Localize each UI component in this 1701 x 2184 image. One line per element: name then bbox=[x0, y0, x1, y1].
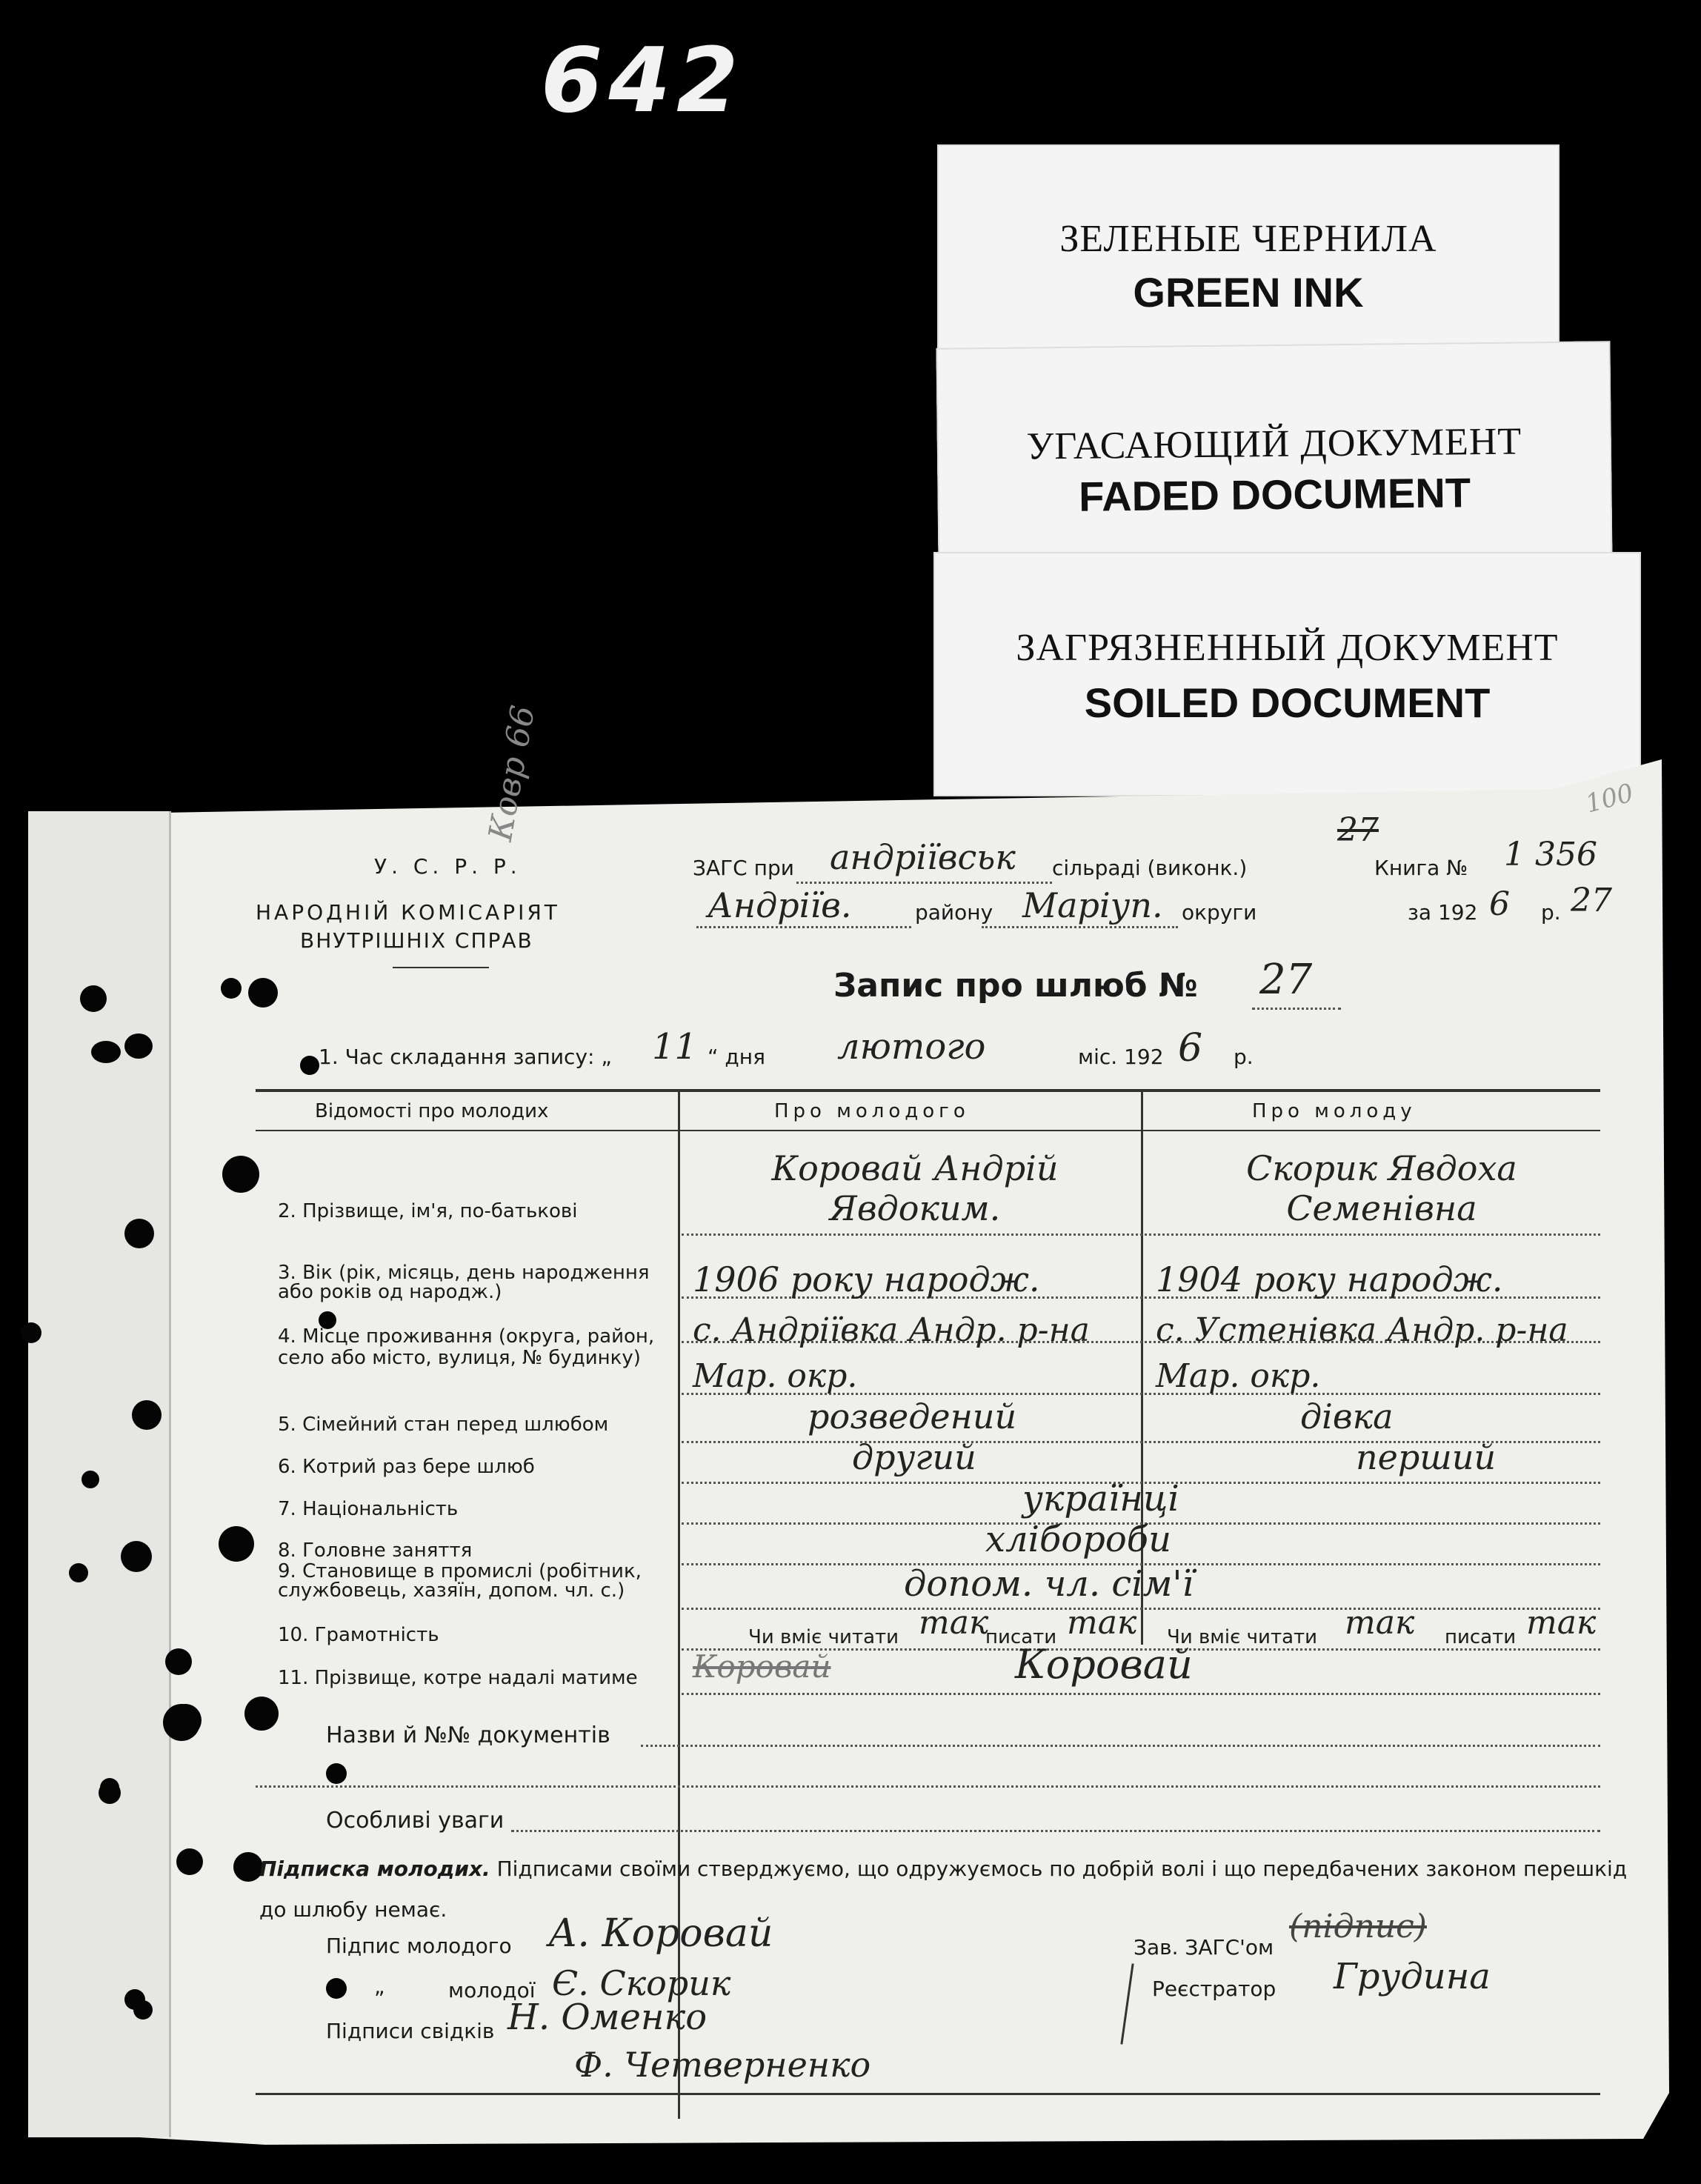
date-day: 11 bbox=[652, 1026, 698, 1068]
groom-write-label: писати bbox=[985, 1626, 1057, 1648]
witness-2-signature: Ф. Четверненко bbox=[574, 2045, 871, 2085]
book-crossed-number: 27 bbox=[1337, 811, 1379, 849]
witness-label: Підписи свідків bbox=[326, 2019, 495, 2043]
ministry-line1: НАРОДНІЙ КОМІСАРІЯТ bbox=[256, 900, 560, 925]
book-label: Книга № bbox=[1374, 856, 1468, 880]
bride-signature-prefix: „ bbox=[374, 1974, 385, 1999]
row-text: Місце проживання (округа, район, село або місто, вулиця, № будинку) bbox=[278, 1325, 655, 1369]
bride-signature-label: молодої bbox=[448, 1978, 536, 2002]
date-day-label: “ дня bbox=[708, 1045, 765, 1069]
date-label: 1. Час складання запису: „ bbox=[319, 1045, 612, 1069]
row-text: Головне заняття bbox=[302, 1539, 473, 1562]
row-text: Прізвище, ім'я, по-батькові bbox=[302, 1200, 578, 1222]
bride-signature: Є. Скорик bbox=[552, 1963, 731, 2003]
bride-read-value: так bbox=[1345, 1604, 1415, 1642]
groom-signature-label: Підпис молодого bbox=[326, 1934, 512, 1958]
raion-label: району bbox=[915, 900, 993, 925]
row-num: 6. bbox=[278, 1456, 296, 1478]
row-label-future-surname bbox=[278, 1667, 638, 1689]
row-label-residence bbox=[278, 1326, 667, 1369]
groom-read-label: Чи вміє читати bbox=[748, 1626, 899, 1648]
bride-birth: 1904 року народж. bbox=[1156, 1259, 1503, 1299]
row-text: Становище в промислі (робітник, службовець, хазяїн, допом. чл. с.) bbox=[278, 1560, 642, 1602]
year-suffix: р. bbox=[1541, 900, 1561, 925]
ministry-line2: ВНУТРІШНІХ СПРАВ bbox=[300, 928, 533, 953]
label-soiled-document bbox=[933, 552, 1641, 796]
date-year: 6 bbox=[1178, 1026, 1203, 1071]
row-label-occupation bbox=[278, 1539, 472, 1562]
bride-full-name: Скорик Явдоха Семенівна bbox=[1246, 1148, 1517, 1228]
col-header-bride: Про молоду bbox=[1252, 1100, 1417, 1122]
date-month: лютого bbox=[837, 1026, 986, 1068]
label-green-ink bbox=[937, 144, 1559, 367]
date-month-label: міс. 192 bbox=[1078, 1045, 1164, 1069]
corner-note: 100 bbox=[1582, 778, 1637, 819]
row-num: 5. bbox=[278, 1414, 296, 1436]
bride-read-label: Чи вміє читати bbox=[1167, 1626, 1318, 1648]
row-label-name bbox=[278, 1200, 648, 1222]
ussr-heading: У. С. Р. Р. bbox=[374, 854, 522, 879]
margin-note: Ковр 66 bbox=[482, 702, 543, 844]
year-label: за 192 bbox=[1408, 900, 1478, 925]
row-label-marital-status bbox=[278, 1414, 608, 1436]
col-header-groom: Про молодого bbox=[774, 1100, 970, 1122]
row-num: 2. bbox=[278, 1200, 296, 1222]
record-title: Запис про шлюб № bbox=[833, 967, 1198, 1005]
row-num: 8. bbox=[278, 1539, 296, 1562]
bride-marital-status: дівка bbox=[1300, 1396, 1394, 1436]
label-ru: ЗЕЛЕНЫЕ ЧЕРНИЛА bbox=[1059, 218, 1437, 260]
zags-head-label: Зав. ЗАГС'ом bbox=[1134, 1935, 1274, 1960]
label-en: GREEN INK bbox=[1133, 269, 1364, 316]
row-num: 11. bbox=[278, 1667, 309, 1689]
occupation-both: хлібороби bbox=[985, 1519, 1172, 1560]
documents-label: Назви й №№ документів bbox=[326, 1722, 610, 1748]
row-label-literacy bbox=[278, 1624, 439, 1646]
declaration-heading: Підписка молодих. bbox=[259, 1857, 490, 1881]
row-text: Вік (рік, місяць, день народження або років од народж.) bbox=[278, 1262, 650, 1303]
bride-residence: с. Устенівка Андр. р-на Мар. окр. bbox=[1156, 1311, 1568, 1395]
row-text: Національність bbox=[302, 1498, 459, 1520]
groom-residence: с. Андріївка Андр. р-на Мар. окр. bbox=[693, 1311, 1090, 1395]
label-faded-document bbox=[936, 341, 1612, 570]
okruha-name: Маріуп. bbox=[1022, 885, 1163, 925]
row-text: Прізвище, котре надалі матиме bbox=[314, 1667, 638, 1689]
row-label-nationality bbox=[278, 1498, 458, 1520]
raion-name: Андріїв. bbox=[708, 885, 852, 925]
groom-marriage-count: другий bbox=[852, 1437, 976, 1477]
row-num: 4. bbox=[278, 1325, 296, 1348]
label-ru: ЗАГРЯЗНЕННЫЙ ДОКУМЕНТ bbox=[1016, 627, 1559, 669]
bride-write-label: писати bbox=[1445, 1626, 1517, 1648]
label-en: FADED DOCUMENT bbox=[1078, 469, 1471, 520]
groom-full-name: Коровай Андрій Явдоким. bbox=[771, 1148, 1059, 1228]
notes-label: Особливі уваги bbox=[326, 1808, 505, 1834]
row-num: 7. bbox=[278, 1498, 296, 1520]
record-number: 27 bbox=[1259, 956, 1313, 1004]
groom-birth: 1906 року народж. bbox=[693, 1259, 1040, 1299]
groom-write-value: так bbox=[1067, 1604, 1137, 1642]
year-value: 6 bbox=[1489, 885, 1510, 923]
zags-village: андріївськ bbox=[830, 837, 1016, 877]
industry-position-both: допом. чл. сім'ї bbox=[904, 1563, 1194, 1605]
row-label-industry-position bbox=[278, 1562, 667, 1600]
row-num: 10. bbox=[278, 1624, 309, 1646]
date-year-label: р. bbox=[1234, 1045, 1254, 1069]
zags-suffix: сільраді (виконк.) bbox=[1052, 856, 1248, 880]
row-num: 3. bbox=[278, 1262, 296, 1284]
bride-write-value: так bbox=[1526, 1604, 1597, 1642]
row-label-age bbox=[278, 1263, 667, 1302]
row-label-marriage-count bbox=[278, 1456, 535, 1478]
col-header-info: Відомості про молодих bbox=[315, 1100, 549, 1122]
row-num: 9. bbox=[278, 1560, 296, 1582]
groom-read-value: так bbox=[919, 1604, 989, 1642]
year-extra: 27 bbox=[1571, 882, 1612, 919]
label-en: SOILED DOCUMENT bbox=[1084, 679, 1491, 726]
row-text: Грамотність bbox=[314, 1624, 439, 1646]
bride-marriage-count: перший bbox=[1356, 1437, 1497, 1477]
binding-strip bbox=[28, 811, 171, 2137]
label-ru: УГАСАЮЩИЙ ДОКУМЕНТ bbox=[1026, 420, 1522, 468]
row-text: Сімейний стан перед шлюбом bbox=[302, 1414, 609, 1436]
groom-signature: А. Коровай bbox=[548, 1911, 773, 1956]
zags-prefix: ЗАГС при bbox=[693, 856, 794, 880]
witness-1-signature: Н. Оменко bbox=[507, 1997, 708, 2038]
groom-marital-status: розведений bbox=[808, 1396, 1017, 1436]
registrar-label: Реєстратор bbox=[1152, 1977, 1276, 2001]
registrar-signature: Грудина bbox=[1334, 1956, 1491, 1997]
future-surname-struck: Коровай bbox=[693, 1648, 831, 1685]
book-number: 1 356 bbox=[1504, 836, 1597, 873]
declaration-text: Підписами своїми стверджуємо, що одружуємось по добрій волі і що передбачених законом перешкід до шлюбу немає. bbox=[259, 1857, 1628, 1922]
frame-number: 642 bbox=[541, 30, 745, 133]
zags-head-signature: (підпис) bbox=[1289, 1908, 1427, 1945]
row-text: Котрий раз бере шлюб bbox=[302, 1456, 535, 1478]
future-surname: Коровай bbox=[1015, 1641, 1193, 1688]
nationality-both: українці bbox=[1022, 1478, 1179, 1519]
okruha-label: округи bbox=[1182, 900, 1257, 925]
